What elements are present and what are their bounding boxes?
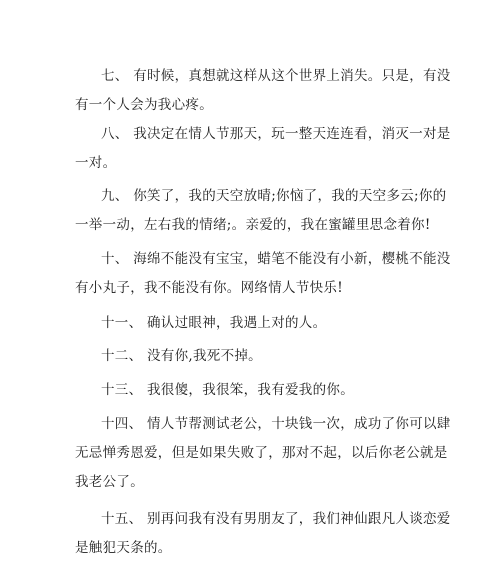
paragraph-10: [75, 245, 451, 303]
paragraph-12: [101, 342, 425, 371]
paragraph-line: 我老公了。: [75, 474, 144, 490]
paragraph-line: 十三、 我很傻，我很笨，我有爱我的你。: [101, 382, 354, 398]
paragraph-8: [75, 120, 451, 178]
paragraph-11: [101, 309, 425, 338]
paragraph-line: 有小丸子，我不能没有你。网络情人节快乐!: [75, 280, 343, 296]
paragraph-line: 十四、 情人节帮测试老公，十块钱一次，成功了你可以肆: [101, 416, 451, 432]
paragraph-line: 无忌惮秀恩爱，但是如果失败了，那对不起，以后你老公就是: [75, 445, 448, 461]
paragraph-7: [75, 62, 451, 120]
paragraph-line: 七、 有时候，真想就这样从这个世界上消失。只是，有没: [101, 68, 451, 84]
paragraph-line: 一对。: [75, 155, 117, 171]
paragraph-line: 一举一动，左右我的情绪;。亲爱的，我在蜜罐里思念着你!: [75, 217, 431, 233]
paragraph-13: [101, 376, 425, 405]
paragraph-15: [75, 505, 451, 563]
paragraph-line: 十一、 确认过眼神，我遇上对的人。: [101, 315, 327, 331]
paragraph-line: 是触犯天条的。: [75, 540, 172, 556]
paragraph-line: 十二、 没有你,我死不掉。: [101, 348, 262, 364]
paragraph-9: [75, 182, 447, 240]
paragraph-14: [75, 410, 451, 497]
paragraph-line: 有一个人会为我心疼。: [75, 97, 213, 113]
paragraph-line: 九、 你笑了，我的天空放晴;你恼了，我的天空多云;你的: [101, 188, 447, 204]
paragraph-line: 十五、 别再问我有没有男朋友了，我们神仙跟凡人谈恋爱: [101, 511, 451, 527]
paragraph-line: 八、 我决定在情人节那天，玩一整天连连看，消灭一对是: [101, 126, 451, 142]
paragraph-line: 十、 海绵不能没有宝宝，蜡笔不能没有小新，樱桃不能没: [101, 251, 451, 267]
